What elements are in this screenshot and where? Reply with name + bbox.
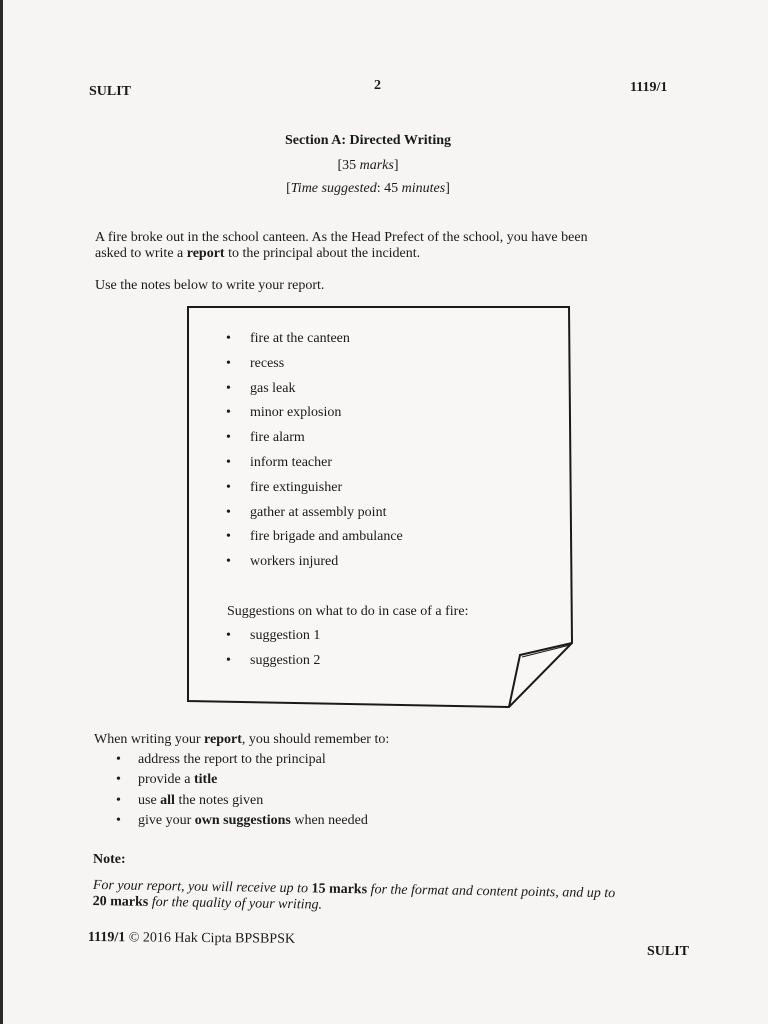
suggestions-heading: Suggestions on what to do in case of a fire: xyxy=(227,604,469,619)
reminder-3-bold: all xyxy=(160,792,175,808)
reminder-4-pre: give your xyxy=(138,812,195,828)
list-item: • suggestion 2 xyxy=(226,653,320,678)
header-code: 1119/1 xyxy=(630,80,668,95)
list-item xyxy=(116,772,368,792)
reminder-2-bold: title xyxy=(193,772,218,788)
list-item: • gas leak xyxy=(226,381,403,406)
reminder-3-pre: use xyxy=(138,792,161,808)
note-20-marks: 20 marks xyxy=(92,893,149,910)
intro-line-2-pre: asked to write a xyxy=(95,246,187,261)
footer-copyright-text: © 2016 Hak Cipta BPSBPSK xyxy=(125,930,296,947)
list-item: • fire brigade and ambulance xyxy=(226,529,403,554)
list-item: • fire extinguisher xyxy=(226,480,403,505)
time-open: [ xyxy=(286,181,291,196)
intro-line-1: A fire broke out in the school canteen. As the Head Prefect of the school, you have been xyxy=(95,230,588,245)
reminder-1: address the report to the principal xyxy=(138,752,326,767)
list-item xyxy=(116,752,368,772)
reminders-lead-post: , you should remember to: xyxy=(241,732,390,747)
note-label: Note: xyxy=(93,852,126,867)
list-item: • suggestion 1 xyxy=(226,628,320,653)
note-15-marks: 15 marks xyxy=(311,881,368,898)
intro-report-word: report xyxy=(186,246,225,261)
time-value: 45 xyxy=(384,181,399,196)
time-close: ] xyxy=(445,181,450,196)
reminders-list xyxy=(116,752,368,833)
header-sulit: SULIT xyxy=(89,84,132,99)
note-l1-c: for the format and content points, and up to xyxy=(366,882,616,902)
intro-line-2-post: to the principal about the incident. xyxy=(224,246,421,261)
time-unit: minutes xyxy=(398,181,446,196)
reminder-3-post: the notes given xyxy=(174,792,264,808)
list-item: • fire alarm xyxy=(226,430,403,455)
time-colon: : xyxy=(376,181,385,196)
page-edge xyxy=(0,0,3,1024)
footer-code: 1119/1 xyxy=(87,930,126,946)
list-item: • workers injured xyxy=(226,554,403,579)
marks-open: [35 xyxy=(337,158,360,173)
reminder-4-post: when needed xyxy=(290,812,368,828)
intro-line-2 xyxy=(95,246,655,262)
marks-word: marks xyxy=(359,158,394,173)
time-label: Time suggested xyxy=(290,181,377,196)
marks-close: ] xyxy=(393,158,399,173)
list-item: • inform teacher xyxy=(226,455,403,480)
list-item: • minor explosion xyxy=(226,405,403,430)
page-number: 2 xyxy=(374,78,381,93)
reminders-lead-pre: When writing your xyxy=(94,732,205,747)
note-paragraph xyxy=(92,878,682,919)
intro-paragraph xyxy=(95,230,655,262)
footer-sulit: SULIT xyxy=(647,944,690,959)
reminders-lead xyxy=(94,732,389,748)
list-item: • recess xyxy=(226,356,403,381)
reminder-4-bold: own suggestions xyxy=(194,812,291,828)
suggestions-list xyxy=(226,628,320,678)
time-suggested xyxy=(200,181,536,197)
list-item xyxy=(116,813,368,833)
note-l1-a: For your report, you will receive up to xyxy=(92,878,312,897)
list-item: • gather at assembly point xyxy=(226,505,403,530)
list-item xyxy=(116,793,368,813)
use-notes-instruction: Use the notes below to write your report. xyxy=(95,278,325,293)
note-l2-b: for the quality of your writing. xyxy=(148,894,323,913)
section-marks xyxy=(200,158,536,174)
footer-copyright xyxy=(88,930,295,948)
reminder-2-pre: provide a xyxy=(138,772,194,788)
notes-list xyxy=(226,331,403,579)
reminders-report-word: report xyxy=(204,732,242,747)
list-item: • fire at the canteen xyxy=(226,331,403,356)
section-title: Section A: Directed Writing xyxy=(284,133,452,148)
